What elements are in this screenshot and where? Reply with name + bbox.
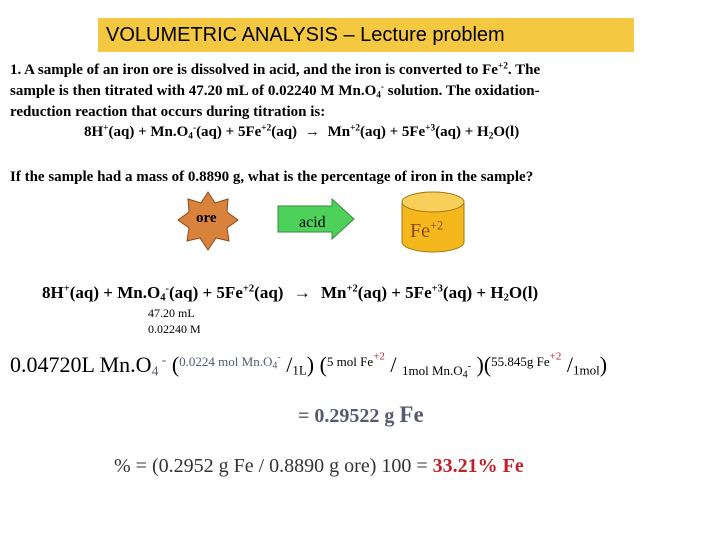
calc-start: 0.04720L $Mn.O_4$ - (10, 351, 167, 379)
percent-line: % = (0.2952 g Fe / 0.8890 g ore) 100 = 33.21% Fe (114, 455, 524, 477)
page-title: VOLUMETRIC ANALYSIS – Lecture problem (106, 24, 505, 46)
reaction-equation: $8H^+(aq) + Mn.O_4^-(aq) + 5Fe^{+2}(aq) \to Mn^{+2}(aq) + 5Fe^{+3}(aq) + H_2O(l)$ (84, 123, 520, 142)
given-volume: 47.20 mL (148, 306, 195, 320)
acid-label: acid (299, 214, 326, 231)
problem-line-2: sample is then titrated with 47.20 mL of 0.02240 M $Mn.O_4^-$ solution. The oxidation- (10, 82, 540, 101)
calculation-line: 0.04720L $Mn.O_4$ - ($^{0.0224 mol Mn.O_4^-}$ $/_{1L}$) ($^{5 mol Fe^{+2}}$ / $_{1mol Mn.O_4^-}$ )($^{55.845g Fe^{+2}}$ $/_{1mol}$) (10, 349, 608, 381)
problem-line-1: 1. A sample of an iron ore is dissolved in acid, and the iron is converted to $Fe^{+2}$. The (10, 61, 541, 78)
ore-label: ore (196, 210, 217, 226)
fe-label: $Fe^{+2}$ (410, 218, 444, 242)
reaction-equation-large: $8H^+(aq) + Mn.O_4^-(aq) + 5Fe^{+2}(aq) \to Mn^{+2}(aq) + 5Fe^{+3}(aq) + H_2O(l)$ (42, 283, 539, 304)
question-text: If the sample had a mass of 0.8890 g, what is the percentage of iron in the sample? (10, 169, 534, 185)
answer-value: 33.21% Fe (432, 455, 524, 477)
problem-line-3: reduction reaction that occurs during titration is: (10, 104, 326, 120)
given-molarity: 0.02240 M (148, 322, 201, 336)
result-line: = 0.29522 g Fe (298, 402, 424, 427)
